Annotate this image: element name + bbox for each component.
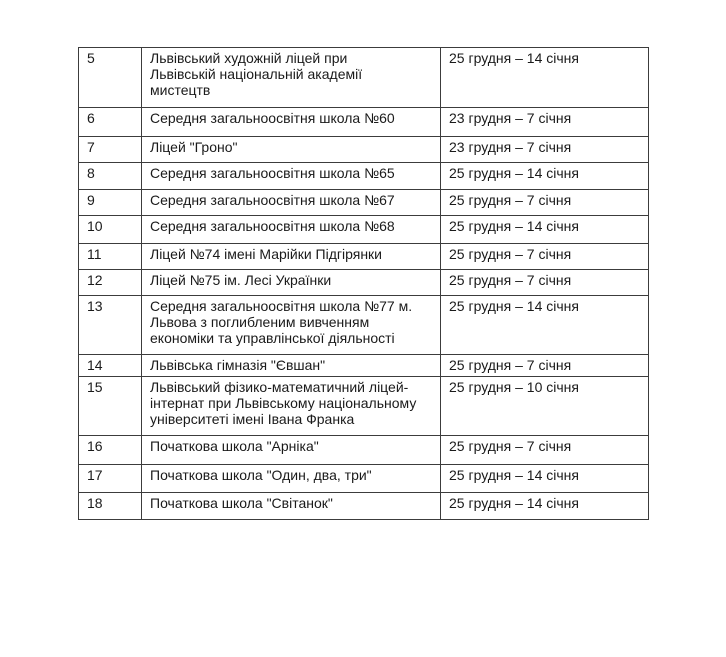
holiday-dates: 25 грудня – 10 січня xyxy=(441,377,649,436)
table-row xyxy=(79,355,649,377)
school-name: Львівський художній ліцей при Львівській національній академії мистецтв xyxy=(142,48,441,108)
holiday-dates: 25 грудня – 14 січня xyxy=(441,163,649,190)
school-name: Ліцей №74 імені Марійки Підгірянки xyxy=(142,244,441,270)
schools-holiday-table xyxy=(78,47,649,520)
table-row xyxy=(79,163,649,190)
table-row xyxy=(79,296,649,355)
holiday-dates: 25 грудня – 14 січня xyxy=(441,216,649,244)
table-row xyxy=(79,216,649,244)
row-number: 12 xyxy=(79,270,142,296)
row-number: 6 xyxy=(79,108,142,137)
holiday-dates: 25 грудня – 7 січня xyxy=(441,355,649,377)
table-row xyxy=(79,244,649,270)
table-row xyxy=(79,108,649,137)
row-number: 17 xyxy=(79,465,142,493)
holiday-dates: 25 грудня – 14 січня xyxy=(441,493,649,520)
table-row xyxy=(79,377,649,436)
row-number: 14 xyxy=(79,355,142,377)
row-number: 9 xyxy=(79,190,142,216)
holiday-dates: 25 грудня – 7 січня xyxy=(441,190,649,216)
school-name: Львівська гімназія "Євшан" xyxy=(142,355,441,377)
school-name: Ліцей "Гроно" xyxy=(142,137,441,163)
school-name: Початкова школа "Арніка" xyxy=(142,436,441,465)
holiday-dates: 25 грудня – 7 січня xyxy=(441,244,649,270)
school-name: Початкова школа "Один, два, три" xyxy=(142,465,441,493)
school-name: Ліцей №75 ім. Лесі Українки xyxy=(142,270,441,296)
row-number: 10 xyxy=(79,216,142,244)
table-row xyxy=(79,493,649,520)
holiday-dates: 23 грудня – 7 січня xyxy=(441,137,649,163)
row-number: 16 xyxy=(79,436,142,465)
school-name: Початкова школа "Світанок" xyxy=(142,493,441,520)
table-row xyxy=(79,190,649,216)
holiday-dates: 25 грудня – 14 січня xyxy=(441,296,649,355)
holiday-dates: 25 грудня – 7 січня xyxy=(441,270,649,296)
school-name: Львівський фізико-математичний ліцей- інтернат при Львівському національному університеті імені Івана Франка xyxy=(142,377,441,436)
school-name: Середня загальноосвітня школа №67 xyxy=(142,190,441,216)
table-row xyxy=(79,270,649,296)
row-number: 7 xyxy=(79,137,142,163)
table-row xyxy=(79,436,649,465)
holiday-dates: 25 грудня – 7 січня xyxy=(441,436,649,465)
school-name: Середня загальноосвітня школа №65 xyxy=(142,163,441,190)
row-number: 15 xyxy=(79,377,142,436)
row-number: 13 xyxy=(79,296,142,355)
school-name: Середня загальноосвітня школа №77 м. Львова з поглибленим вивченням економіки та управлінської діяльності xyxy=(142,296,441,355)
table-row xyxy=(79,465,649,493)
holiday-dates: 25 грудня – 14 січня xyxy=(441,465,649,493)
school-name: Середня загальноосвітня школа №68 xyxy=(142,216,441,244)
table-row xyxy=(79,48,649,108)
holiday-dates: 25 грудня – 14 січня xyxy=(441,48,649,108)
row-number: 5 xyxy=(79,48,142,108)
school-name: Середня загальноосвітня школа №60 xyxy=(142,108,441,137)
row-number: 8 xyxy=(79,163,142,190)
holiday-dates: 23 грудня – 7 січня xyxy=(441,108,649,137)
row-number: 18 xyxy=(79,493,142,520)
table-row xyxy=(79,137,649,163)
row-number: 11 xyxy=(79,244,142,270)
